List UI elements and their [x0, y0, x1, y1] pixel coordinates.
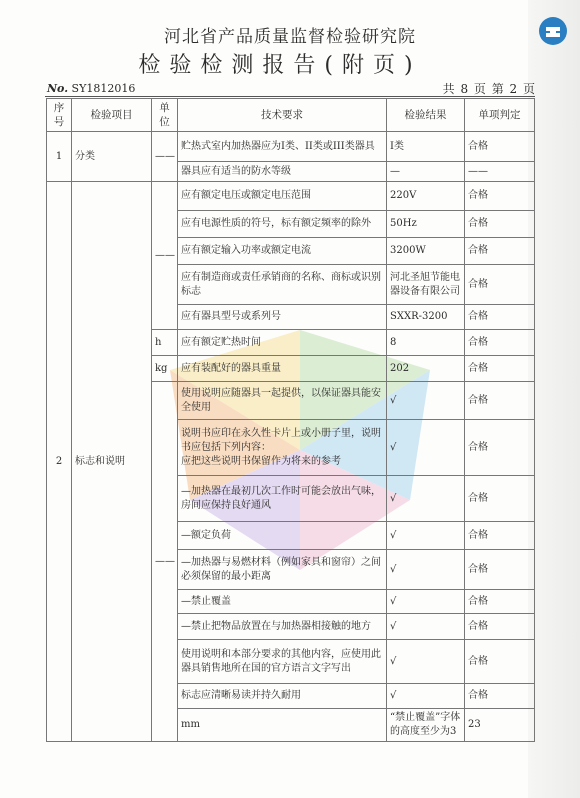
row-verdict: 合格 — [465, 590, 535, 614]
row-verdict: 合格 — [465, 305, 535, 330]
row-item: 分类 — [72, 132, 152, 182]
row-no: 2 — [47, 182, 72, 742]
row-result: √ — [387, 550, 465, 590]
col-header-requirement: 技术要求 — [178, 99, 387, 132]
row-verdict: 合格 — [465, 614, 535, 640]
table-header-row — [47, 99, 535, 132]
row-result: √ — [387, 614, 465, 640]
row-verdict: 合格 — [465, 182, 535, 211]
row-verdict: 合格 — [465, 132, 535, 162]
col-header-verdict: 单项判定 — [465, 99, 535, 132]
row-result: SXXR-3200 — [387, 305, 465, 330]
row-result: 202 — [387, 356, 465, 382]
row-result: I类 — [387, 132, 465, 162]
row-requirement: —加热器与易燃材料（例如家具和窗帘）之间必须保留的最小距离 — [178, 550, 387, 590]
row-unit: —— — [152, 382, 178, 742]
inspection-table — [46, 98, 535, 742]
row-requirement: 应有额定输入功率或额定电流 — [178, 238, 387, 265]
row-verdict: 合格 — [465, 382, 535, 420]
row-requirement: —加热器在最初几次工作时可能会放出气味，房间应保持良好通风 — [178, 476, 387, 522]
table-row — [47, 182, 535, 211]
col-header-unit: 单位 — [152, 99, 178, 132]
row-result: √ — [387, 420, 465, 476]
row-verdict: 合格 — [465, 550, 535, 590]
row-verdict: —— — [465, 162, 535, 182]
row-requirement: 贮热式室内加热器应为I类、II类或III类器具 — [178, 132, 387, 162]
row-requirement: —禁止覆盖 — [178, 590, 387, 614]
report-number-label: No. — [47, 82, 69, 95]
row-verdict: 合格 — [465, 640, 535, 684]
row-verdict: 合格 — [465, 330, 535, 356]
row-item: 标志和说明 — [72, 182, 152, 742]
row-verdict: 合格 — [465, 684, 535, 709]
row-no: 1 — [47, 132, 72, 182]
row-requirement: “禁止覆盖”字体的高度至少为3 — [387, 709, 465, 742]
page-edge-shadow — [528, 0, 580, 798]
report-number — [47, 82, 135, 95]
row-verdict: 合格 — [465, 522, 535, 550]
row-verdict: 合格 — [465, 238, 535, 265]
col-header-no: 序号 — [47, 99, 72, 132]
row-requirement: —额定负荷 — [178, 522, 387, 550]
row-result: 23 — [465, 709, 535, 742]
row-result: 3200W — [387, 238, 465, 265]
row-requirement: 应有器具型号或系列号 — [178, 305, 387, 330]
col-header-result: 检验结果 — [387, 99, 465, 132]
row-verdict: 合格 — [465, 265, 535, 305]
row-requirement: 使用说明应随器具一起提供，以保证器具能安全使用 — [178, 382, 387, 420]
row-result: — — [387, 162, 465, 182]
row-verdict: 合格 — [465, 476, 535, 522]
table-row — [47, 132, 535, 162]
page-indicator: 共 8 页 第 2 页 — [442, 82, 536, 96]
col-header-item: 检验项目 — [72, 99, 152, 132]
row-verdict: 合格 — [465, 356, 535, 382]
row-requirement: 应有电源性质的符号，标有额定频率的除外 — [178, 211, 387, 238]
row-requirement: —禁止把物品放置在与加热器相接触的地方 — [178, 614, 387, 640]
row-result: √ — [387, 590, 465, 614]
row-result: √ — [387, 476, 465, 522]
row-result: 220V — [387, 182, 465, 211]
row-requirement: 标志应清晰易读并持久耐用 — [178, 684, 387, 709]
report-title: 检验检测报告(附页) — [138, 53, 422, 78]
row-requirement: 应有额定贮热时间 — [178, 330, 387, 356]
report-number-value: SY1812016 — [71, 82, 136, 95]
institute-name: 河北省产品质量监督检验研究院 — [164, 27, 416, 47]
row-unit: —— — [152, 182, 178, 330]
header-rule — [45, 96, 535, 97]
row-unit: kg — [152, 356, 178, 382]
row-result: 河北圣旭节能电器设备有限公司 — [387, 265, 465, 305]
row-requirement: 器具应有适当的防水等级 — [178, 162, 387, 182]
row-result: √ — [387, 684, 465, 709]
row-unit: mm — [178, 709, 387, 742]
row-requirement: 应有制造商或责任承销商的名称、商标或识别标志 — [178, 265, 387, 305]
row-unit: —— — [152, 132, 178, 182]
row-result: 50Hz — [387, 211, 465, 238]
row-requirement: 使用说明和本部分要求的其他内容，应使用此器具销售地所在国的官方语言文字写出 — [178, 640, 387, 684]
row-result: √ — [387, 522, 465, 550]
row-requirement: 应有装配好的器具重量 — [178, 356, 387, 382]
row-result: √ — [387, 382, 465, 420]
row-requirement: 应有额定电压或额定电压范围 — [178, 182, 387, 211]
row-result: √ — [387, 640, 465, 684]
row-verdict: 合格 — [465, 420, 535, 476]
row-requirement: 说明书应印在永久性卡片上或小册子里，说明书应包括下列内容： 应把这些说明书保留作为将来的参考 — [178, 420, 387, 476]
row-unit: h — [152, 330, 178, 356]
row-verdict: 合格 — [465, 211, 535, 238]
row-result: 8 — [387, 330, 465, 356]
